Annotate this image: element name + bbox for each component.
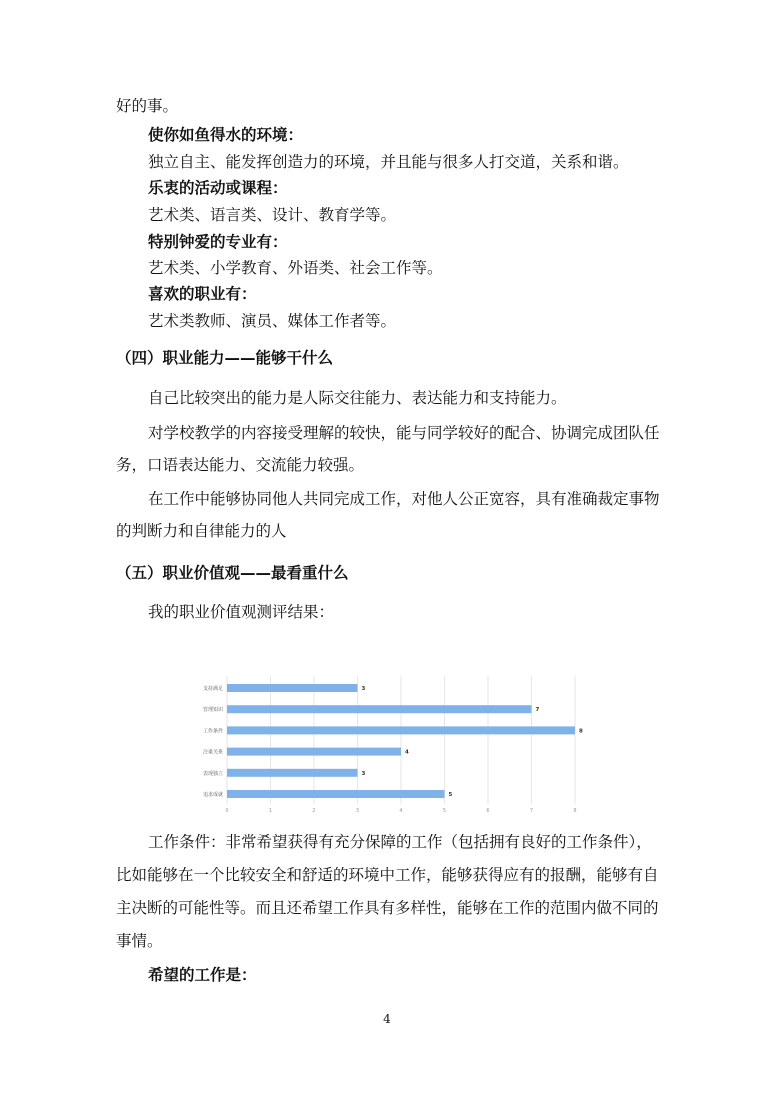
- bar-1: [227, 684, 358, 692]
- x-tick-label: 2: [312, 808, 316, 814]
- heading-jobs: 喜欢的职业有：: [148, 285, 257, 303]
- paragraph-conditions-line-4: 事情。: [116, 932, 163, 950]
- data-label: 8: [579, 728, 583, 735]
- paragraph-ability-2-line-1: 对学校教学的内容接受理解的较快，能与同学较好的配合、协调完成团队任: [148, 424, 660, 442]
- paragraph-conditions-line-1: 工作条件：非常希望获得有充分保障的工作（包括拥有良好的工作条件），: [148, 833, 652, 851]
- heading-hoped-job: 希望的工作是：: [148, 966, 257, 984]
- x-tick-label: 3: [355, 808, 360, 814]
- bar-4: [227, 748, 401, 756]
- x-tick-label: 0: [225, 808, 229, 814]
- x-tick-label: 4: [399, 808, 403, 814]
- heading-majors: 特别钟爱的专业有：: [148, 233, 288, 251]
- data-label: 3: [361, 686, 366, 692]
- category-label: 表现独立: [202, 770, 223, 777]
- category-label: 管理知识: [202, 707, 223, 714]
- section-4-title: （四）职业能力——能够干什么: [116, 349, 334, 367]
- heading-activities: 乐衷的活动或课程：: [148, 179, 288, 197]
- x-tick-label: 7: [529, 808, 534, 814]
- x-tick-label: 1: [268, 808, 273, 814]
- paragraph-ability-3-line-2: 的判断力和自律能力的人: [116, 522, 287, 540]
- paragraph-continued: 好的事。: [116, 97, 179, 115]
- bar-3: [227, 726, 575, 734]
- paragraph-majors: 艺术类、小学教育、外语类、社会工作等。: [148, 259, 443, 277]
- category-label: 追求成就: [202, 792, 223, 798]
- data-label: 4: [405, 749, 409, 756]
- paragraph-ability-3-line-1: 在工作中能够协同他人共同完成工作，对他人公正宽容，具有准确裁定事物: [148, 490, 660, 508]
- paragraph-values-intro: 我的职业价值观测评结果：: [148, 603, 335, 621]
- paragraph-ability-2-line-2: 务，口语表达能力、交流能力较强。: [116, 456, 365, 474]
- category-label: 支持满足: [202, 686, 223, 692]
- bar-5: [227, 769, 358, 777]
- bar-6: [227, 790, 445, 798]
- chart-gridlines: [227, 676, 575, 804]
- paragraph-conditions-line-2: 比如能够在一个比较安全和舒适的环境中工作，能够获得应有的报酬，能够有自: [116, 866, 659, 884]
- x-tick-label: 8: [573, 808, 577, 814]
- bar-2: [227, 705, 532, 713]
- page-number: 4: [383, 1012, 391, 1026]
- data-label: 3: [361, 770, 366, 777]
- career-values-bar-chart: [190, 672, 590, 822]
- data-label: 7: [535, 707, 540, 714]
- paragraph-activities: 艺术类、语言类、设计、教育学等。: [148, 206, 397, 224]
- x-tick-label: 6: [486, 808, 490, 814]
- section-5-title: （五）职业价值观——最看重什么: [116, 564, 349, 582]
- data-label: 5: [448, 792, 453, 798]
- category-label: 注重关系: [202, 749, 223, 756]
- paragraph-ability-1: 自己比较突出的能力是人际交往能力、表达能力和支持能力。: [148, 389, 567, 407]
- heading-environment: 使你如鱼得水的环境：: [148, 126, 304, 144]
- x-tick-label: 5: [442, 808, 447, 814]
- paragraph-conditions-line-3: 主决断的可能性等。而且还希望工作具有多样性，能够在工作的范围内做不同的: [116, 899, 659, 917]
- paragraph-environment: 独立自主、能发挥创造力的环境，并且能与很多人打交道，关系和谐。: [148, 153, 629, 171]
- category-label: 工作条件: [202, 728, 223, 735]
- paragraph-jobs: 艺术类教师、演员、媒体工作者等。: [148, 312, 397, 330]
